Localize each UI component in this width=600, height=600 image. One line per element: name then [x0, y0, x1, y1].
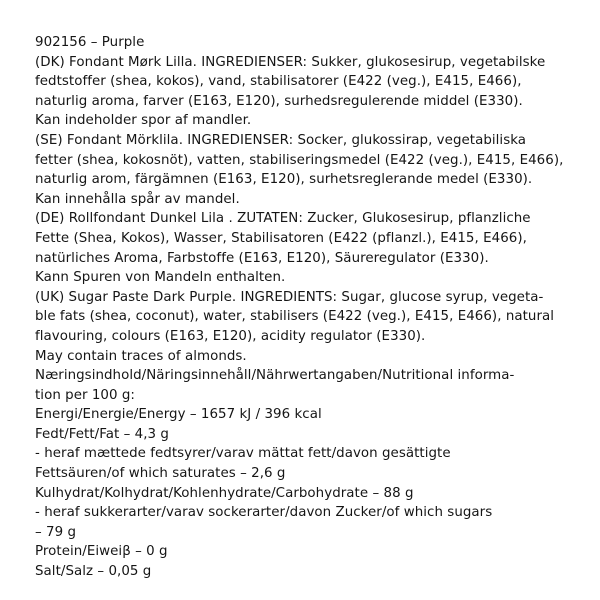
- uk-ingredients-line: flavouring, colours (E163, E120), acidity regulator (E330).: [35, 328, 426, 344]
- de-allergen-line: Kann Spuren von Mandeln enthalten.: [35, 270, 286, 286]
- uk-ingredients-line: ble fats (shea, coconut), water, stabilisers (E422 (veg.), E415, E466), natural: [35, 309, 555, 325]
- nutrition-energy-line: Energi/Energie/Energy – 1657 kJ / 396 kcal: [35, 407, 322, 423]
- se-ingredients-line: fetter (shea, kokosnöt), vatten, stabiliseringsmedel (E422 (veg.), E415, E466),: [35, 152, 564, 168]
- uk-ingredients-line: (UK) Sugar Paste Dark Purple. INGREDIENTS: Sugar, glucose syrup, vegeta-: [35, 289, 544, 305]
- dk-ingredients-line: naturlig aroma, farver (E163, E120), surhedsregulerende middel (E330).: [35, 93, 523, 109]
- nutrition-heading-line: Næringsindhold/Näringsinnehåll/Nährwertangaben/Nutritional informa-: [35, 368, 515, 384]
- nutrition-saturates-line: Fettsäuren/of which saturates – 2,6 g: [35, 466, 286, 482]
- nutrition-saturates-line: - heraf mættede fedtsyrer/varav mättat fett/davon gesättigte: [35, 446, 451, 462]
- uk-allergen-line: May contain traces of almonds.: [35, 348, 247, 364]
- de-ingredients-line: (DE) Rollfondant Dunkel Lila . ZUTATEN: Zucker, Glukosesirup, pflanzliche: [35, 211, 531, 227]
- product-label-text: [35, 33, 595, 582]
- de-ingredients-line: Fette (Shea, Kokos), Wasser, Stabilisatoren (E422 (pflanzl.), E415, E466),: [35, 230, 527, 246]
- nutrition-heading-line: tion per 100 g:: [35, 387, 135, 403]
- dk-allergen-line: Kan indeholder spor af mandler.: [35, 113, 252, 129]
- nutrition-sugars-line: – 79 g: [35, 524, 77, 540]
- product-code-line: 902156 – Purple: [35, 35, 145, 50]
- se-allergen-line: Kan innehålla spår av mandel.: [35, 191, 240, 207]
- dk-ingredients-line: (DK) Fondant Mørk Lilla. INGREDIENSER: Sukker, glukosesirup, vegetabilske: [35, 54, 546, 70]
- nutrition-carbohydrate-line: Kulhydrat/Kolhydrat/Kohlenhydrate/Carbohydrate – 88 g: [35, 485, 414, 501]
- dk-ingredients-line: fedtstoffer (shea, kokos), vand, stabilisatorer (E422 (veg.), E415, E466),: [35, 74, 522, 90]
- nutrition-fat-line: Fedt/Fett/Fat – 4,3 g: [35, 426, 169, 442]
- de-ingredients-line: natürliches Aroma, Farbstoffe (E163, E120), Säureregulator (E330).: [35, 250, 489, 266]
- nutrition-sugars-line: - heraf sukkerarter/varav sockerarter/davon Zucker/of which sugars: [35, 505, 493, 521]
- se-ingredients-line: naturlig arom, färgämnen (E163, E120), surhetsreglerande medel (E330).: [35, 172, 533, 188]
- nutrition-salt-line: Salt/Salz – 0,05 g: [35, 564, 152, 580]
- se-ingredients-line: (SE) Fondant Mörklila. INGREDIENSER: Socker, glukossirap, vegetabiliska: [35, 132, 527, 148]
- nutrition-protein-line: Protein/Eiweiβ – 0 g: [35, 544, 168, 560]
